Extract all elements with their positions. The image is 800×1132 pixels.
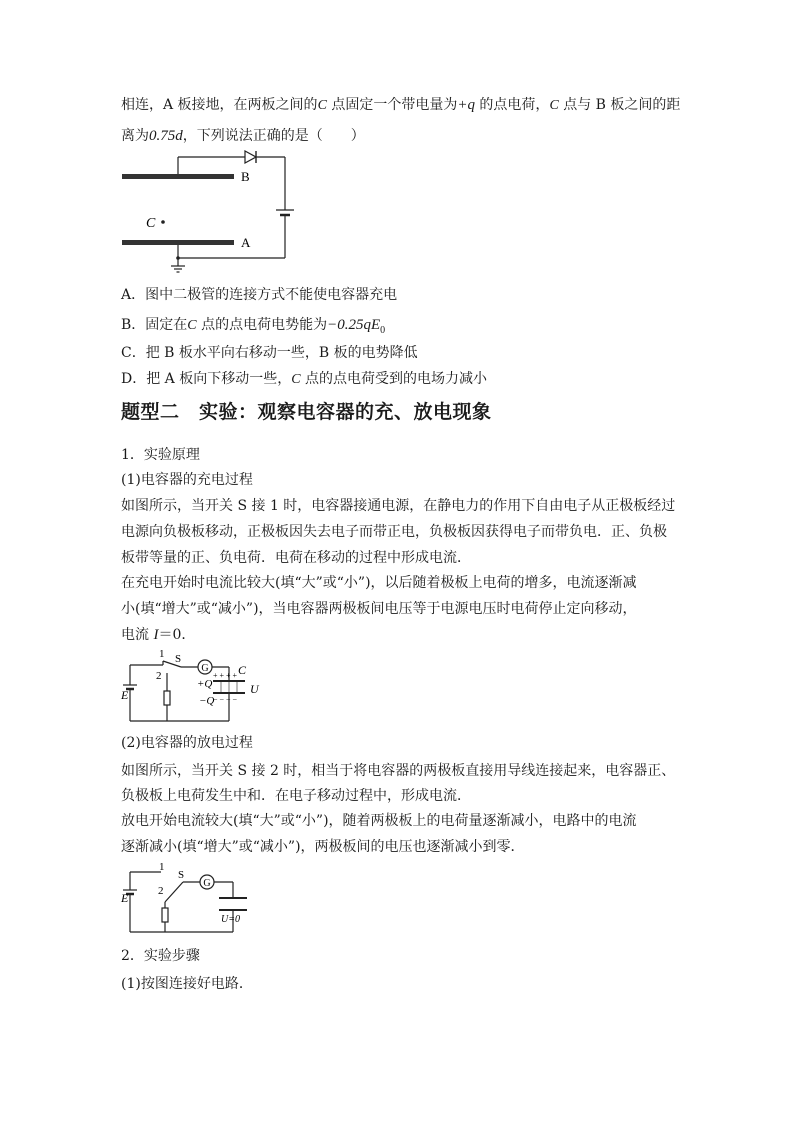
diode-icon	[245, 151, 256, 163]
plate-b	[122, 174, 234, 179]
discharge-paragraph-line: 如图所示，当开关 S 接 2 时，相当于将电容器的两极板直接用导线连接起来，电容器正、	[121, 763, 676, 779]
option-b: B．固定在C 点的点电荷电势能为$-0.25qE_0$	[121, 317, 386, 336]
svg-text:2: 2	[156, 670, 162, 682]
charge-title: (1)电容器的充电过程	[121, 472, 253, 488]
svg-text:+Q: +Q	[197, 678, 213, 690]
svg-text:C: C	[238, 663, 247, 677]
svg-text:1: 1	[159, 861, 165, 873]
svg-text:+ + + +: + + + +	[213, 671, 238, 680]
question-line-2: 离为0.75d，下列说法正确的是（ ）	[121, 128, 365, 144]
svg-text:S: S	[175, 653, 182, 665]
svg-text:E: E	[121, 891, 129, 905]
charge-paragraph-line: 在充电开始时电流比较大(填“大”或“小”)，以后随着极板上电荷的增多，电流逐渐减	[121, 575, 637, 591]
question-line-1: 相连，A 板接地，在两板之间的C 点固定一个带电量为+q 的点电荷，C 点与 B 板之间的距	[121, 97, 681, 113]
svg-text:2: 2	[158, 885, 164, 897]
discharge-title: (2)电容器的放电过程	[121, 735, 253, 751]
charge-paragraph-line: 如图所示，当开关 S 接 1 时，电容器接通电源，在静电力的作用下自由电子从正极板经过	[121, 498, 676, 514]
discharge-paragraph-line: 逐渐减小(填“增大”或“减小”)，两极板间的电压也逐渐减小到零．	[121, 839, 525, 855]
distance-value: 0.75d	[149, 128, 183, 144]
label-b: B	[241, 169, 250, 184]
resistor-icon	[162, 908, 168, 922]
svg-text:G: G	[203, 878, 211, 889]
svg-text:U: U	[250, 682, 259, 696]
discharge-paragraph-line: 放电开始电流较大(填“大”或“小”)，随着两极板上的电荷量逐渐减小，电路中的电流	[121, 813, 637, 829]
svg-text:S: S	[178, 869, 185, 881]
charging-circuit-figure	[121, 647, 271, 723]
section-title: 题型二 实验：观察电容器的充、放电现象	[121, 401, 492, 423]
svg-text:U=0: U=0	[221, 914, 240, 925]
svg-text:− − − −: − − − −	[213, 695, 238, 704]
charge-paragraph-line: 小(填“增大”或“减小”)，当电容器两极板间电压等于电源电压时电荷停止定向移动，	[121, 601, 637, 617]
option-d: D．把 A 板向下移动一些，C 点的点电荷受到的电场力减小	[121, 371, 488, 387]
charge-symbol: +q	[457, 97, 475, 113]
capacitor-diode-figure	[118, 148, 298, 273]
discharging-circuit-figure	[121, 858, 261, 936]
charge-paragraph-line: 板带等量的正、负电荷．电荷在移动的过程中形成电流．	[121, 550, 471, 566]
step-1: (1)按图连接好电路．	[121, 976, 253, 992]
switch-s	[165, 882, 183, 902]
steps-title: 2．实验步骤	[121, 948, 200, 964]
charge-paragraph-line: 电源向负极板移动，正极板因失去电子而带正电，负极板因获得电子而带负电．正、负极	[121, 524, 667, 540]
svg-text:E: E	[121, 688, 129, 702]
option-a: A．图中二极管的连接方式不能使电容器充电	[121, 287, 398, 303]
label-c: C	[146, 216, 156, 231]
svg-text:1: 1	[159, 648, 165, 660]
option-c: C．把 B 板水平向右移动一些，B 板的电势降低	[121, 345, 418, 361]
discharge-paragraph-line: 负极板上电荷发生中和．在电子移动过程中，形成电流．	[121, 788, 471, 804]
svg-text:G: G	[201, 663, 209, 674]
plate-a	[122, 240, 234, 245]
resistor-icon	[164, 691, 170, 705]
principle-title: 1．实验原理	[121, 447, 200, 463]
label-a: A	[241, 235, 251, 250]
svg-text:−Q: −Q	[199, 695, 215, 707]
point-c	[161, 220, 165, 224]
charge-paragraph-line: 电流 I＝0．	[121, 627, 196, 643]
